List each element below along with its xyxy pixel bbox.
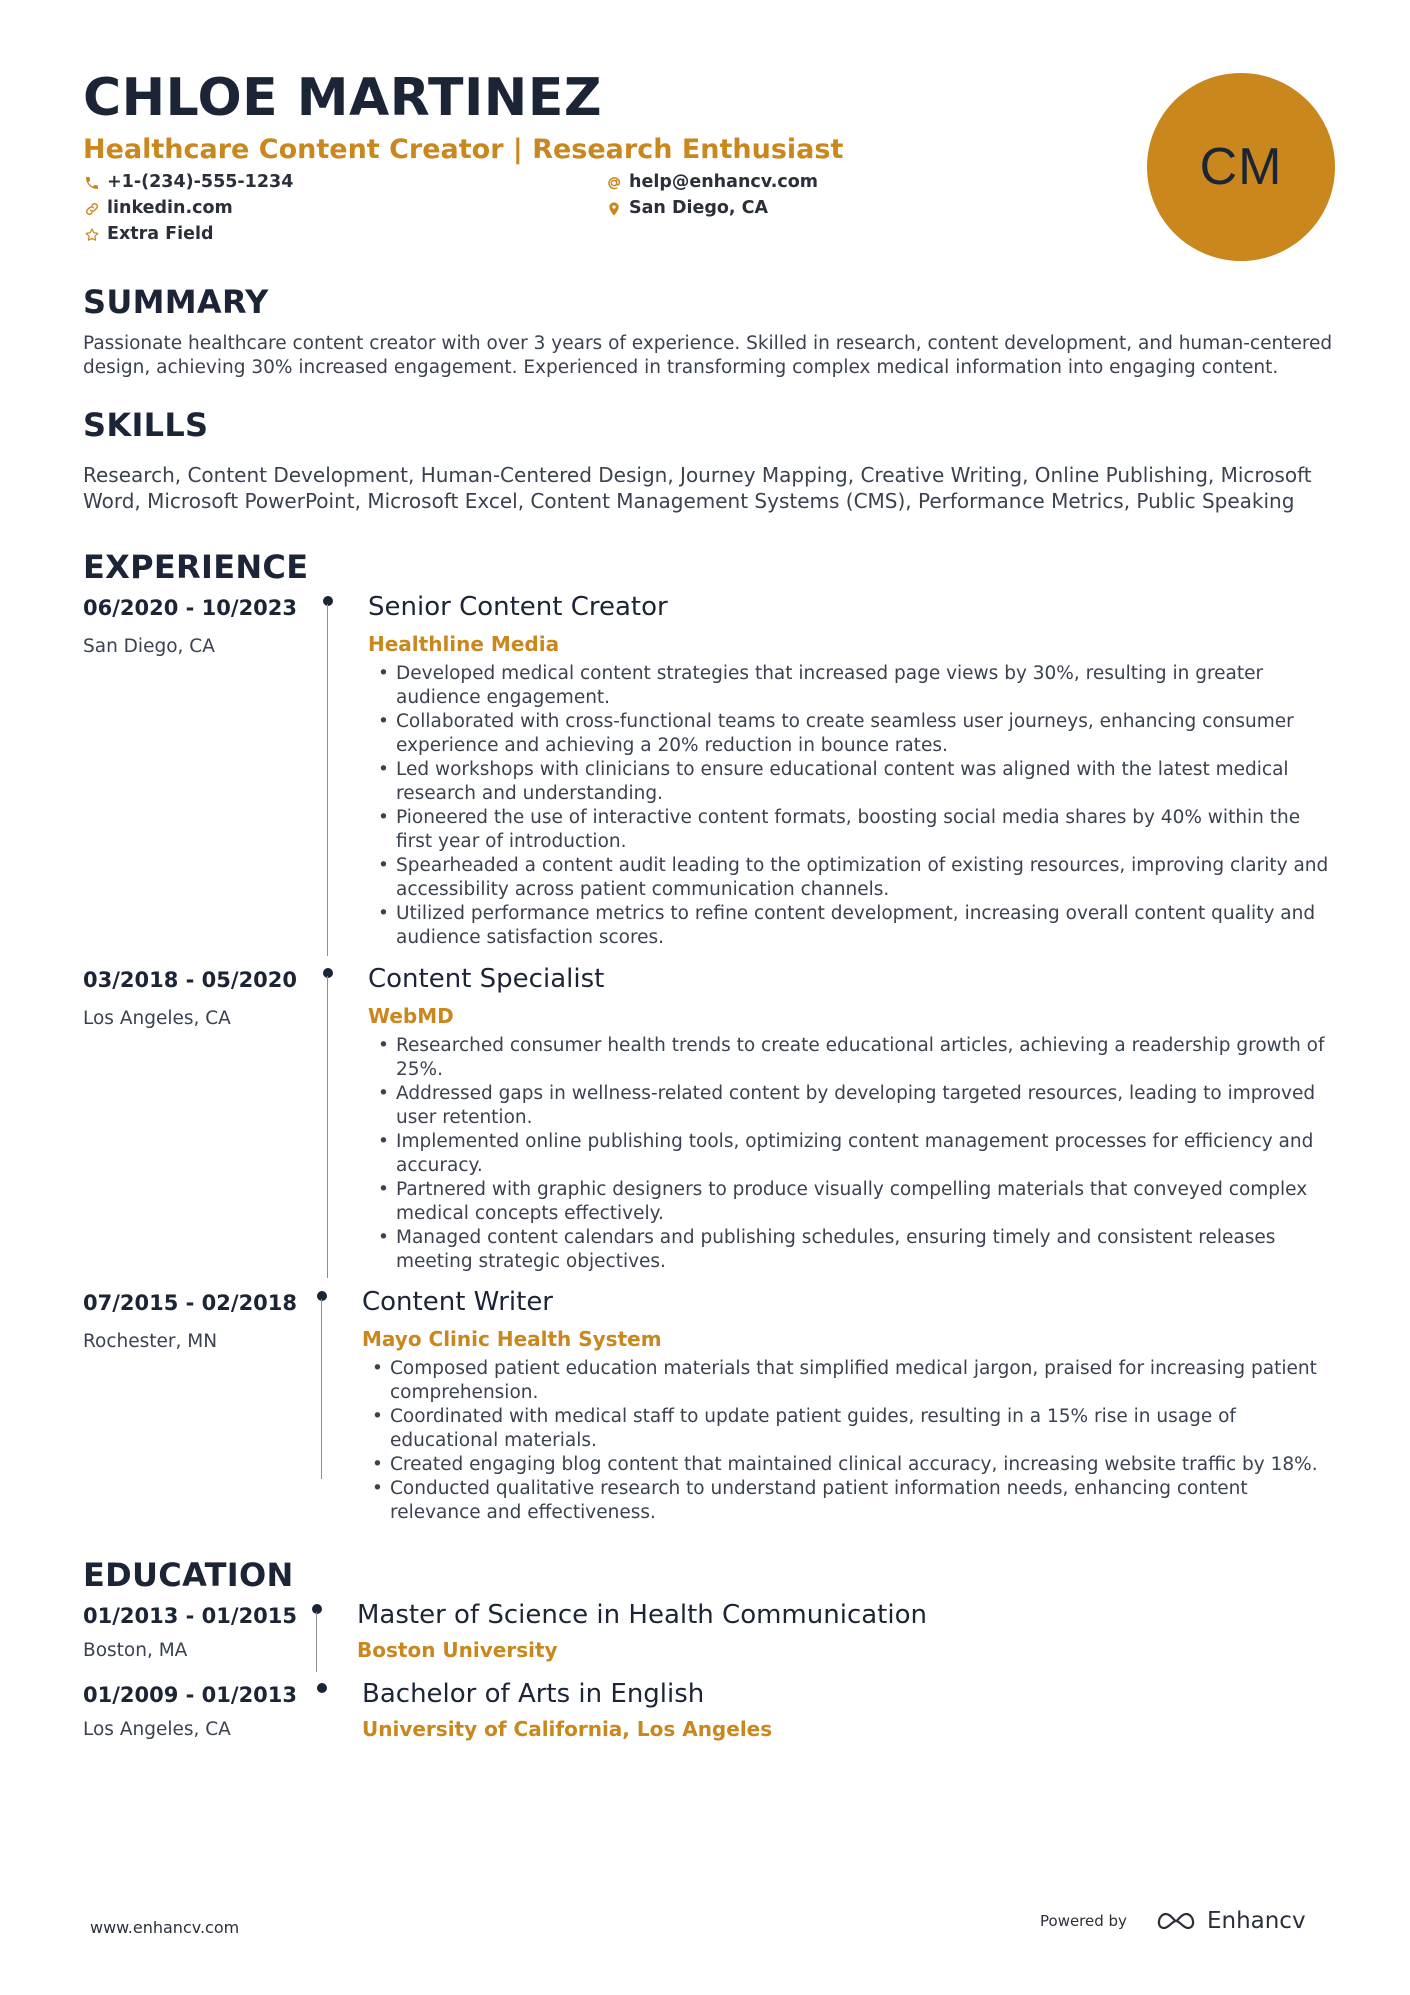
job-location: Rochester, MN	[83, 1331, 218, 1352]
timeline-dot	[317, 1291, 327, 1301]
summary-heading: SUMMARY	[83, 283, 269, 321]
powered-by-label: Powered by	[1040, 1912, 1127, 1930]
timeline-dot	[323, 968, 333, 978]
degree-title: Bachelor of Arts in English	[362, 1679, 705, 1709]
education-heading: EDUCATION	[83, 1556, 294, 1594]
contact-phone	[83, 172, 293, 193]
list-item: • Created engaging blog content that maintained clinical accuracy, increasing website traffic by 18%.	[368, 1453, 1334, 1477]
job-bullets	[368, 1357, 1334, 1525]
summary-text: Passionate healthcare content creator with over 3 years of experience. Skilled in research, content development, and human-centered design, achieving 30% increased engagement. Experienced in transforming complex medical information into engaging content.	[83, 333, 1333, 378]
list-item: • Conducted qualitative research to understand patient information needs, enhancing content relevance and effectiveness.	[368, 1477, 1334, 1525]
list-item: • Spearheaded a content audit leading to the optimization of existing resources, improving clarity and accessibility across patient communication channels.	[374, 854, 1334, 902]
degree-title: Master of Science in Health Communication	[357, 1600, 927, 1630]
brand-name: Enhancv	[1206, 1908, 1306, 1934]
job-dates: 06/2020 - 10/2023	[83, 596, 298, 620]
list-item: • Composed patient education materials that simplified medical jargon, praised for increasing patient comprehension.	[368, 1357, 1334, 1405]
location-text: San Diego, CA	[629, 198, 769, 218]
job-location: Los Angeles, CA	[83, 1008, 231, 1029]
list-item: • Partnered with graphic designers to produce visually compelling materials that conveyed complex medical concepts effectively.	[374, 1178, 1334, 1226]
list-item: • Utilized performance metrics to refine content development, increasing overall content quality and audience satisfaction scores.	[374, 902, 1334, 950]
education-dates: 01/2013 - 01/2015	[83, 1604, 298, 1628]
job-title: Content Writer	[362, 1287, 554, 1317]
education-location: Los Angeles, CA	[83, 1719, 231, 1740]
list-item: • Managed content calendars and publishing schedules, ensuring timely and consistent releases meeting strategic objectives.	[374, 1226, 1334, 1274]
skills-text: Research, Content Development, Human-Centered Design, Journey Mapping, Creative Writing, Online Publishing, Microsoft Word, Microsoft PowerPoint, Microsoft Excel, Content Management Systems (CMS), Performance Metrics, Public Speaking	[83, 463, 1312, 513]
candidate-name: CHLOE MARTINEZ	[83, 68, 603, 128]
extra-text: Extra Field	[107, 224, 214, 244]
job-bullets	[374, 662, 1334, 950]
contact-location	[605, 198, 768, 219]
timeline-line	[327, 976, 328, 1278]
job-dates: 07/2015 - 02/2018	[83, 1291, 298, 1315]
phone-icon	[83, 174, 101, 192]
at-icon	[605, 174, 623, 192]
timeline-dot	[317, 1683, 327, 1693]
contact-linkedin[interactable]	[83, 198, 233, 219]
list-item: • Led workshops with clinicians to ensure educational content was aligned with the latest medical research and understanding.	[374, 758, 1334, 806]
enhancv-logo-icon	[1153, 1908, 1199, 1934]
list-item: • Coordinated with medical staff to update patient guides, resulting in a 15% rise in usage of educational materials.	[368, 1405, 1334, 1453]
list-item: • Collaborated with cross-functional teams to create seamless user journeys, enhancing consumer experience and achieving a 20% reduction in bounce rates.	[374, 710, 1334, 758]
company-name: WebMD	[368, 1004, 454, 1028]
school-name: Boston University	[357, 1638, 558, 1662]
avatar	[1147, 73, 1335, 261]
job-dates: 03/2018 - 05/2020	[83, 968, 298, 992]
list-item: • Addressed gaps in wellness-related content by developing targeted resources, leading to improved user retention.	[374, 1082, 1334, 1130]
linkedin-text[interactable]: linkedin.com	[107, 198, 233, 218]
school-name: University of California, Los Angeles	[362, 1717, 773, 1741]
avatar-initials: CM	[1199, 138, 1283, 196]
job-title: Content Specialist	[368, 964, 605, 994]
education-location: Boston, MA	[83, 1640, 188, 1661]
link-icon	[83, 200, 101, 218]
phone-text: +1-(234)-555-1234	[107, 172, 294, 192]
timeline-dot	[323, 596, 333, 606]
footer-branding	[1040, 1908, 1306, 1934]
company-name: Mayo Clinic Health System	[362, 1327, 662, 1351]
email-text[interactable]: help@enhancv.com	[629, 172, 819, 192]
timeline-dot	[312, 1604, 322, 1614]
list-item: • Developed medical content strategies that increased page views by 30%, resulting in greater audience engagement.	[374, 662, 1334, 710]
timeline-line	[321, 1299, 322, 1479]
job-location: San Diego, CA	[83, 636, 215, 657]
location-pin-icon	[605, 200, 623, 218]
list-item: • Implemented online publishing tools, optimizing content management processes for efficiency and accuracy.	[374, 1130, 1334, 1178]
timeline-line	[327, 604, 328, 956]
experience-heading: EXPERIENCE	[83, 548, 309, 586]
star-icon	[83, 226, 101, 244]
skills-heading: SKILLS	[83, 406, 209, 444]
list-item: • Pioneered the use of interactive content formats, boosting social media shares by 40% within the first year of introduction.	[374, 806, 1334, 854]
brand-logo[interactable]	[1153, 1908, 1306, 1934]
timeline-line	[316, 1612, 317, 1672]
job-title: Senior Content Creator	[368, 592, 668, 622]
list-item: • Researched consumer health trends to create educational articles, achieving a readership growth of 25%.	[374, 1034, 1334, 1082]
education-dates: 01/2009 - 01/2013	[83, 1683, 298, 1707]
company-name: Healthline Media	[368, 632, 560, 656]
contact-extra	[83, 224, 214, 245]
footer-website[interactable]: www.enhancv.com	[90, 1918, 240, 1937]
contact-email[interactable]	[605, 172, 818, 193]
headline: Healthcare Content Creator | Research Enthusiast	[83, 134, 844, 165]
job-bullets	[374, 1034, 1334, 1274]
